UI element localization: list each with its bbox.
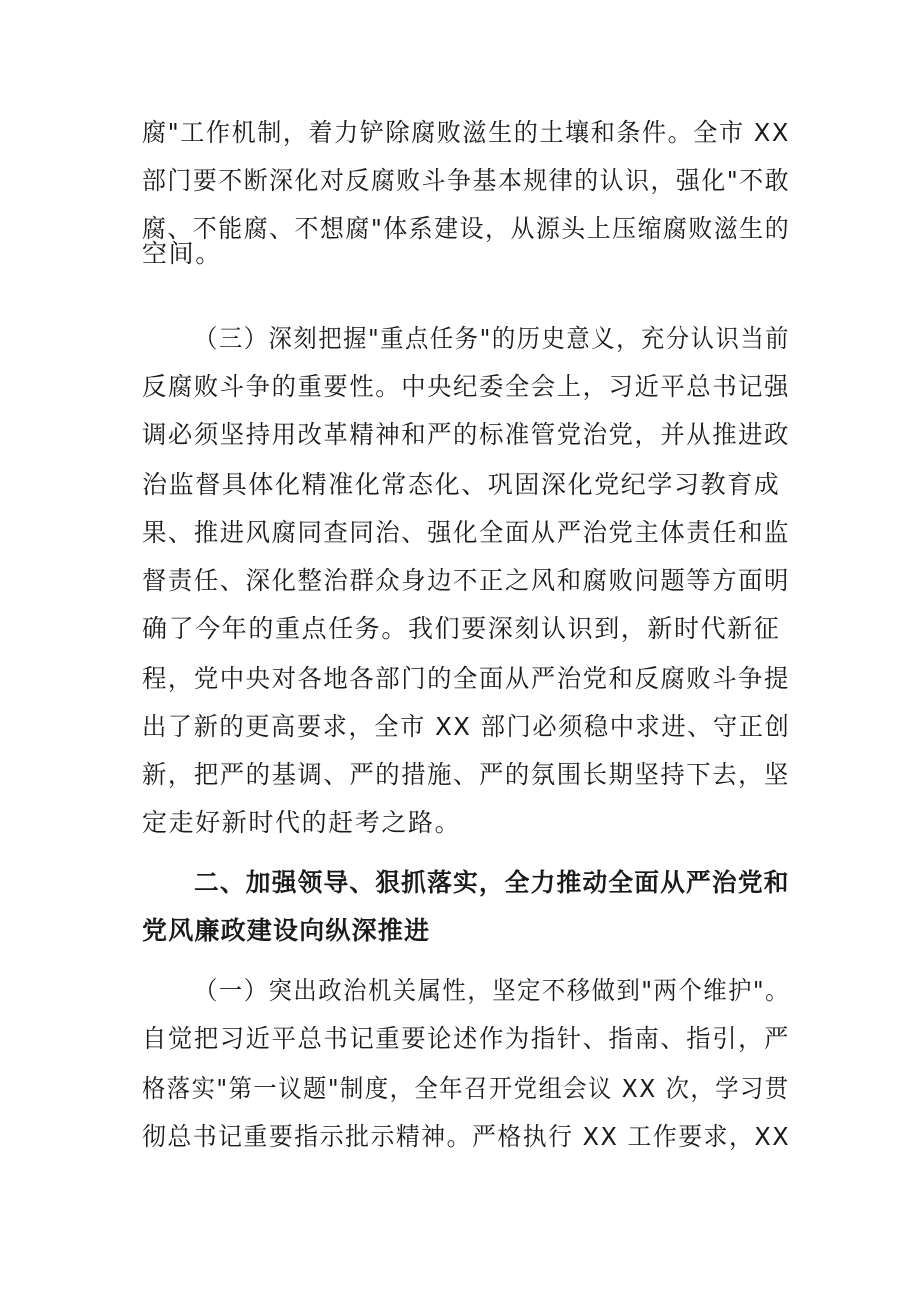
body-line: 程，党中央对各地各部门的全面从严治党和反腐败斗争提: [142, 664, 790, 693]
body-line: 空间。: [142, 239, 222, 268]
body-line: 腐"工作机制，着力铲除腐败滋生的土壤和条件。全市 XX: [142, 118, 790, 147]
body-line: 腐、不能腐、不想腐"体系建设，从源头上压缩腐败滋生的: [142, 214, 791, 243]
body-line: 新，把严的基调、严的措施、严的氛围长期坚持下去，坚: [142, 760, 790, 789]
section-heading: 二、加强领导、狠抓落实，全力推动全面从严治党和: [194, 868, 790, 897]
body-line: 调必须坚持用改革精神和严的标准管党治党，并从推进政: [142, 420, 790, 449]
body-line: 反腐败斗争的重要性。中央纪委全会上，习近平总书记强: [142, 372, 790, 401]
body-line: 定走好新时代的赶考之路。: [142, 808, 462, 837]
body-line: 自觉把习近平总书记重要论述作为指针、指南、指引，严: [142, 1024, 790, 1053]
body-line: 督责任、深化整治群众身边不正之风和腐败问题等方面明: [142, 566, 790, 595]
body-line: 治监督具体化精准化常态化、巩固深化党纪学习教育成: [142, 470, 781, 499]
body-line: 格落实"第一议题"制度，全年召开党组会议 XX 次，学习贯: [142, 1074, 790, 1103]
body-line: （一）突出政治机关属性，坚定不移做到"两个维护"。: [194, 976, 791, 1005]
section-heading: 党风廉政建设向纵深推进: [142, 916, 431, 945]
body-line: 彻总书记重要指示批示精神。严格执行 XX 工作要求，XX: [142, 1122, 791, 1151]
body-line: 出了新的更高要求，全市 XX 部门必须稳中求进、守正创: [142, 712, 791, 741]
body-line: 确了今年的重点任务。我们要深刻认识到，新时代新征: [142, 614, 781, 643]
body-line: （三）深刻把握"重点任务"的历史意义，充分认识当前: [194, 324, 791, 353]
body-line: 部门要不断深化对反腐败斗争基本规律的认识，强化"不敢: [142, 166, 791, 195]
body-line: 果、推进风腐同查同治、强化全面从严治党主体责任和监: [142, 518, 790, 547]
